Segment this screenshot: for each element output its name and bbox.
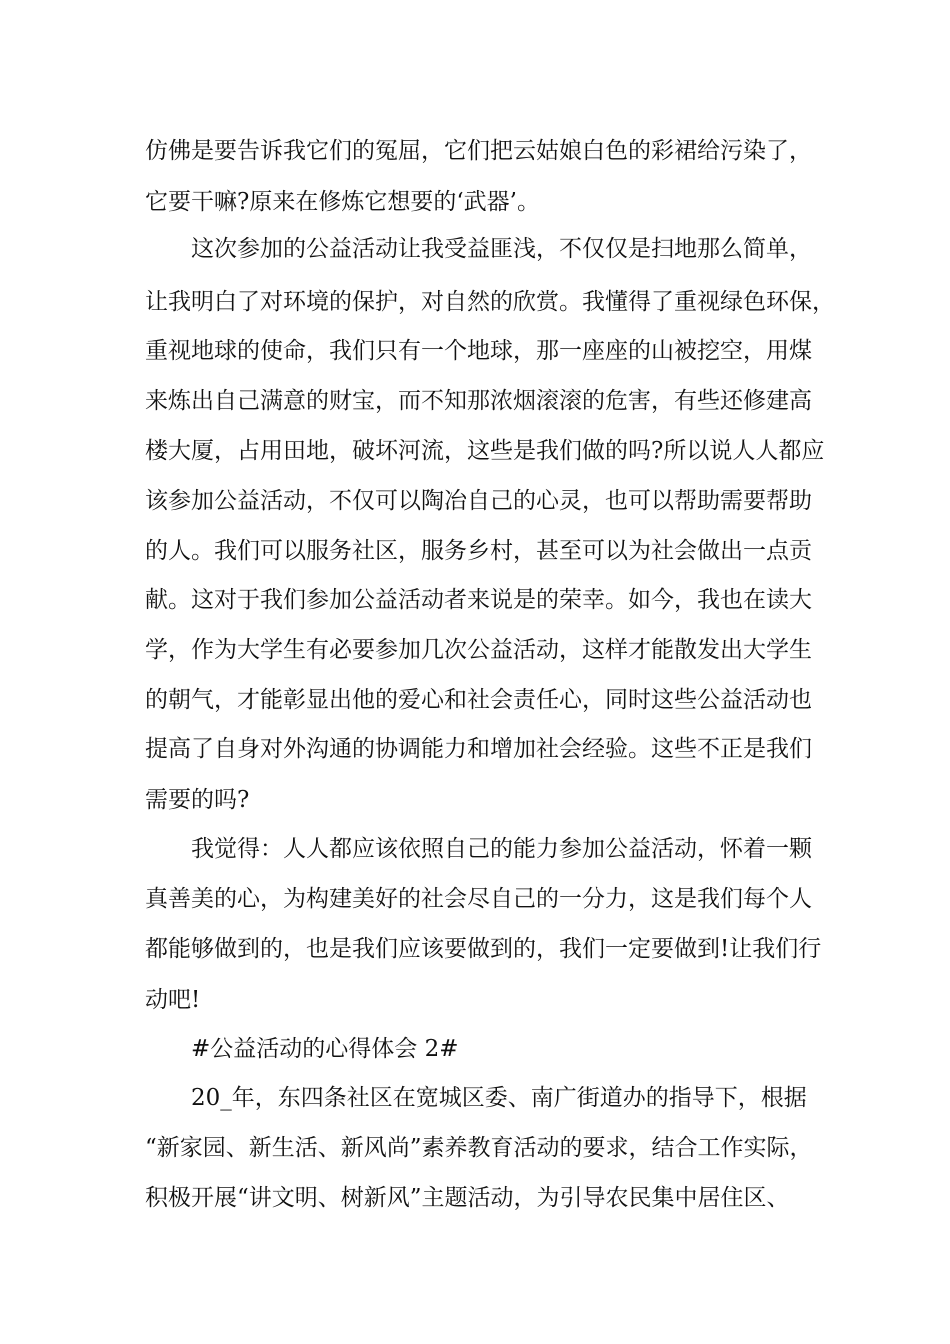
text-line: 献。这对于我们参加公益活动者来说是的荣幸。如今，我也在读大	[145, 587, 812, 613]
text-line: 提高了自身对外沟通的协调能力和增加社会经验。这些不正是我们	[145, 736, 812, 762]
text-line: 的人。我们可以服务社区，服务乡村，甚至可以为社会做出一点贡	[145, 538, 812, 564]
text-line: 这次参加的公益活动让我受益匪浅，不仅仅是扫地那么简单，	[191, 236, 812, 262]
text-line: 它要干嘛?原来在修炼它想要的‘武器’。	[145, 189, 540, 215]
text-line: 积极开展“讲文明、树新风”主题活动，为引导农民集中居住区、	[145, 1185, 790, 1211]
text-line: 来炼出自己满意的财宝，而不知那浓烟滚滚的危害，有些还修建高	[145, 388, 812, 414]
text-line: 的朝气，才能彰显出他的爱心和社会责任心，同时这些公益活动也	[145, 687, 812, 713]
text-line: 动吧!	[145, 987, 201, 1013]
text-line: 仿佛是要告诉我它们的冤屈，它们把云姑娘白色的彩裙给污染了，	[145, 138, 812, 164]
text-line: 该参加公益活动，不仅可以陶冶自己的心灵，也可以帮助需要帮助	[145, 488, 812, 514]
section-heading: #公益活动的心得体会 2#	[191, 1036, 459, 1062]
text-line: 楼大厦，占用田地，破坏河流，这些是我们做的吗?所以说人人都应	[145, 438, 825, 464]
text-line: 需要的吗?	[145, 787, 250, 813]
text-line: 让我明白了对环境的保护，对自然的欣赏。我懂得了重视绿色环保，	[145, 289, 835, 315]
text-line: “新家园、新生活、新风尚”素养教育活动的要求，结合工作实际，	[145, 1135, 813, 1161]
text-line: 我觉得：人人都应该依照自己的能力参加公益活动，怀着一颗	[191, 836, 812, 862]
text-line: 20_年，东四条社区在宽城区委、南广街道办的指导下，根据	[191, 1085, 807, 1111]
text-line: 真善美的心，为构建美好的社会尽自己的一分力，这是我们每个人	[145, 886, 812, 912]
text-line: 学，作为大学生有必要参加几次公益活动，这样才能散发出大学生	[145, 637, 812, 663]
text-line: 重视地球的使命，我们只有一个地球，那一座座的山被挖空，用煤	[145, 338, 812, 364]
text-line: 都能够做到的，也是我们应该要做到的，我们一定要做到!让我们行	[145, 936, 822, 962]
